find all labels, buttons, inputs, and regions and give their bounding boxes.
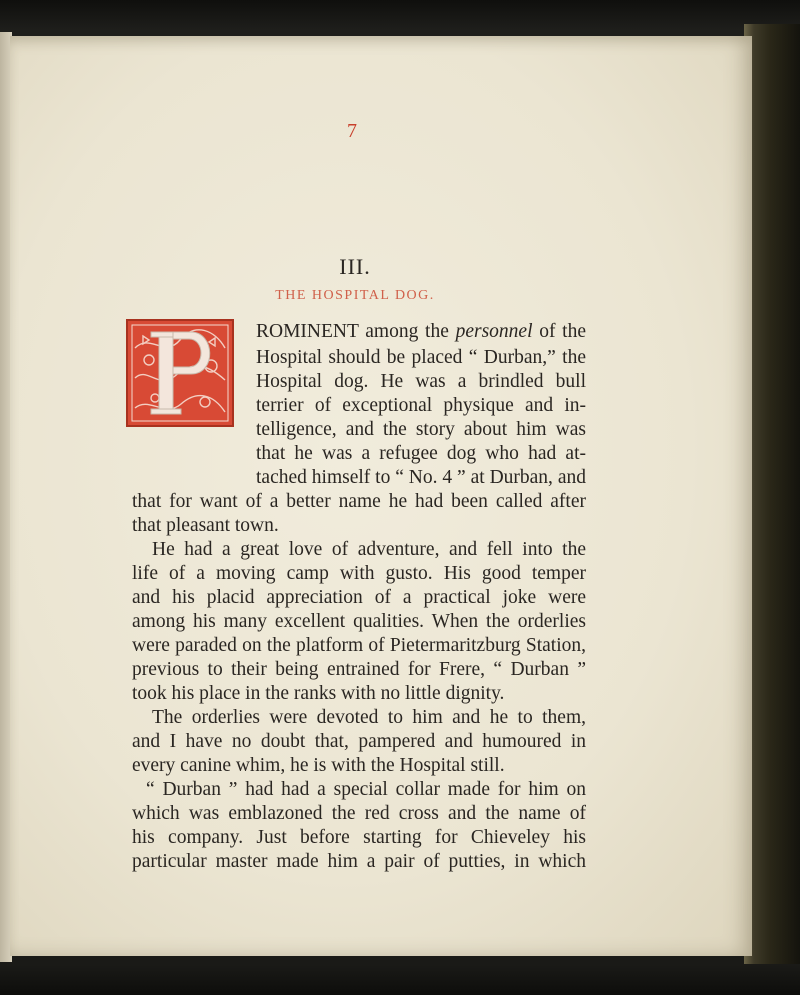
text-line: that pleasant town.: [132, 515, 279, 536]
decorative-drop-cap: [125, 318, 235, 428]
text-line: among his many excellent qualities. When the orderlies: [132, 611, 586, 632]
chapter-title: THE HOSPITAL DOG.: [275, 288, 435, 303]
text-line: tached himself to “ No. 4 ” at Durban, and: [256, 467, 586, 488]
text-line: “ Durban ” had had a special collar made for him on: [146, 779, 586, 800]
text-line: took his place in the ranks with no little dignity.: [132, 683, 505, 704]
text-line: and his placid appreciation of a practical joke were: [132, 587, 586, 608]
text-line: Hospital should be placed “ Durban,” the: [256, 347, 586, 368]
text-line: which was emblazoned the red cross and the name of: [132, 803, 586, 824]
text-line: telligence, and the story about him was: [256, 419, 586, 440]
text-line: He had a great love of adventure, and fell into the: [152, 539, 586, 560]
chapter-number: III.: [339, 254, 371, 279]
text-line: life of a moving camp with gusto. His good temper: [132, 563, 586, 584]
text-line: terrier of exceptional physique and in-: [256, 395, 586, 416]
text-line: every canine whim, he is with the Hospital still.: [132, 755, 505, 776]
text-line: were paraded on the platform of Pietermaritzburg Station,: [132, 635, 586, 656]
text-line: previous to their being entrained for Frere, “ Durban ”: [132, 659, 586, 680]
italic-word: personnel: [455, 321, 533, 342]
drop-cap-ornament-icon: [125, 318, 235, 428]
page-number: 7: [347, 120, 357, 142]
text-line: and I have no doubt that, pampered and humoured in: [132, 731, 586, 752]
text-line: ROMINENT among the personnel of the: [256, 321, 586, 342]
text-line: Hospital dog. He was a brindled bull: [256, 371, 586, 392]
book-binding: [744, 24, 800, 964]
text-line: that he was a refugee dog who had at-: [256, 443, 586, 464]
text-line: The orderlies were devoted to him and he to them,: [152, 707, 586, 728]
text-line: that for want of a better name he had been called after: [132, 491, 586, 512]
text-line: his company. Just before starting for Chieveley his: [132, 827, 586, 848]
text-line: particular master made him a pair of putties, in which: [132, 851, 586, 872]
